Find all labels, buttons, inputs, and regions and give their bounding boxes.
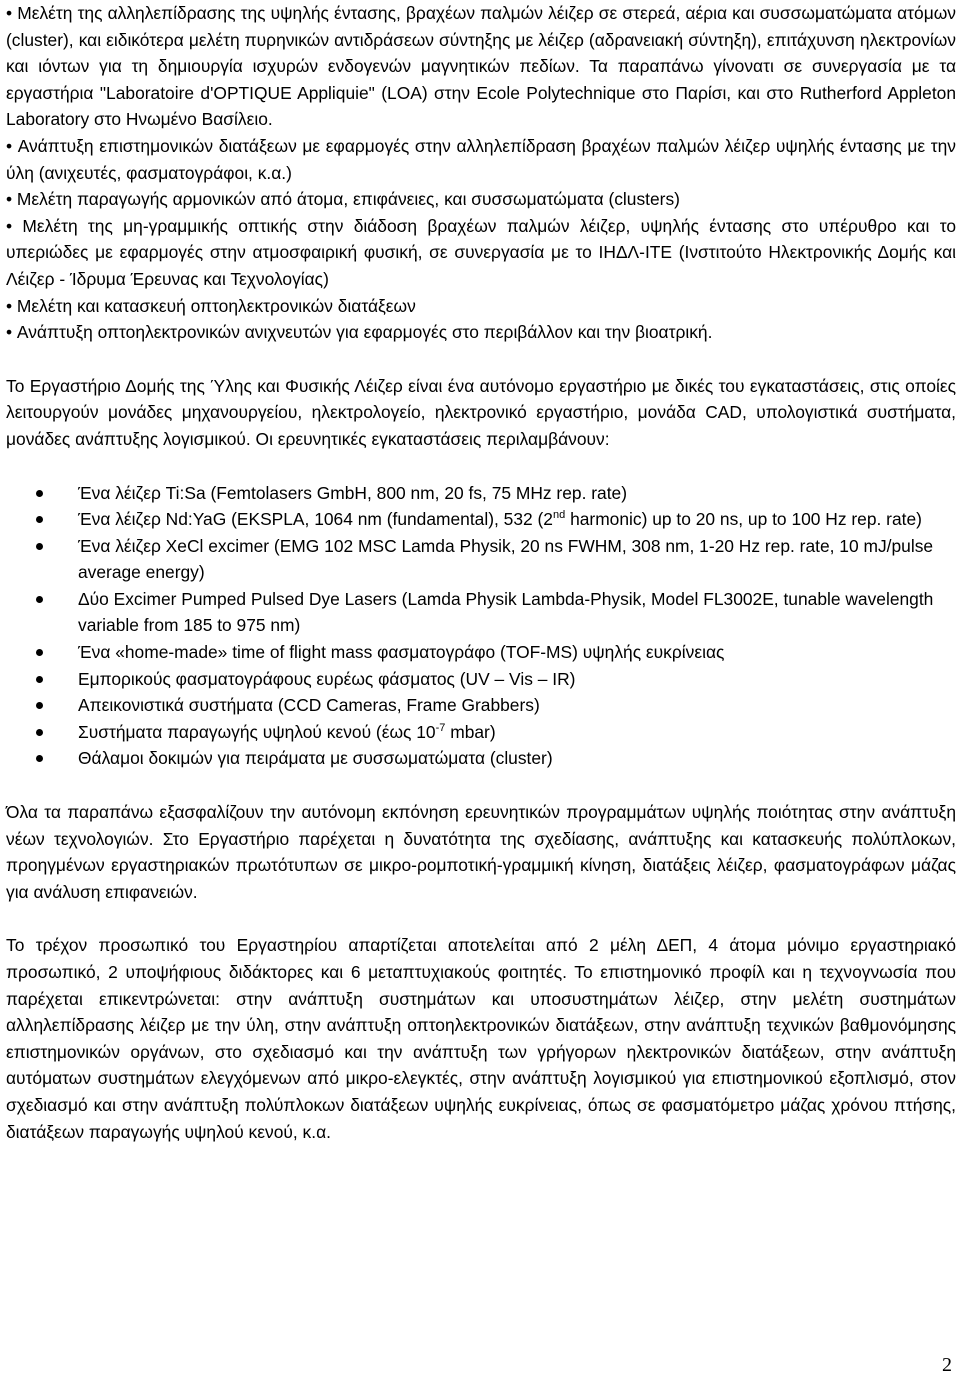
intro-bullet-optoelectronics: • Μελέτη και κατασκευή οπτοηλεκτρονικών διατάξεων [6,293,956,320]
equipment-item [6,480,956,507]
equipment-item-text: Ένα λέιζερ Nd:YaG (EKSPLA, 1064 nm (fundamental), 532 (2 [78,509,553,530]
intro-bullet-fusion: • Μελέτη της αλληλεπίδρασης της υψηλής έντασης, βραχέων παλμών λέιζερ σε στερεά, αέρια και συσσωματώματα ατόμων (cluster), και ειδικότερα μελέτη πυρηνικών αντιδράσεων σύντηξης με λέιζερ (αδρανειακή σύντηξη), επιτάχυνση ηλεκτρονίων και ιόντων για τη δημιουργία ισχυρών ενδογενών μαγνητικών πεδίων. Τα παραπάνω γίνονατι σε συνεργασία με τα εργαστήρια "Laboratoire d'OPTIQUE Appliquie" (LOA) στην Ecole Polytechnique στο Παρίσι, και στο Rutherford Appleton Laboratory στο Ηνωμένο Βασίλειο. [6,0,956,133]
equipment-item-text: Ένα λέιζερ XeCl excimer (EMG 102 MSC Lamda Physik, 20 ns FWHM, 308 nm, 1-20 Hz rep. rate, 10 mJ/pulse average energy) [78,535,934,583]
equipment-item-text: Συστήματα παραγωγής υψηλού κενού (έως 10 [78,721,436,742]
equipment-list [6,480,956,773]
superscript: nd [552,509,566,522]
equipment-item-text: Ένα λέιζερ Ti:Sa (Femtolasers GmbH, 800 nm, 20 fs, 75 MHz rep. rate) [78,482,627,503]
closing-paragraph-capabilities: Όλα τα παραπάνω εξασφαλίζουν την αυτόνομη εκπόνηση ερευνητικών προγραμμάτων υψηλής ποιότητας στην ανάπτυξη νέων τεχνολογιών. Στο Εργαστήριο παρέχεται η δυνατότητα της σχεδίασης, ανάπτυξης και κατασκευής πολύπλοκων, προηγμένων εργαστηριακών πρωτότυπων σε μικρο-ρομποτική-γραμμική κίνηση, διατάξεις λέιζερ, φασματογράφων μάζας για ανάλυση επιφανειών. [6,802,956,902]
spacer [6,346,956,373]
equipment-item-text: Ένα «home-made» time of flight mass φασματογράφο (TOF-MS) υψηλής ευκρίνειας [78,642,725,663]
document-page [6,0,956,1145]
equipment-item [6,506,956,533]
equipment-item-text: Δύο Excimer Pumped Pulsed Dye Lasers (Lamda Physik Lambda-Physik, Model FL3002E, tunable wavelength variable from 185 to 975 nm) [78,588,934,636]
intro-bullet-harmonics: • Μελέτη παραγωγής αρμονικών από άτομα, επιφάνειες, και συσσωματώματα (clusters) [6,186,956,213]
equipment-item-text: Απεικονιστικά συστήματα (CCD Cameras, Frame Grabbers) [78,695,540,716]
intro-bullet-detectors: • Ανάπτυξη οπτοηλεκτρονικών ανιχνευτών για εφαρμογές στο περιβάλλον και την βιοατρική. [6,319,956,346]
intro-bullet-nonlinear-optics: • Μελέτη της μη-γραμμικής οπτικής στην διάδοση βραχέων παλμών λέιζερ, υψηλής έντασης στο υπέρυθρο και το υπεριώδες με εφαρμογές στην ατμοσφαιρική φυσική, σε συνεργασία με το ΙΗΔΛ-ΙΤΕ (Ινστιτούτο Ηλεκτρονικής Δομής και Λέιζερ - Ίδρυμα Έρευνας και Τεχνολογίας) [6,213,956,293]
spacer [6,453,956,480]
equipment-item [6,533,956,586]
lab-description-paragraph: Το Εργαστήριο Δομής της Ύλης και Φυσικής Λέιζερ είναι ένα αυτόνομο εργαστήριο με δικές του εγκαταστάσεις, στις οποίες λειτουργούν μονάδες μηχανουργείου, ηλεκτρολογείο, ηλεκτρονικό εργαστήριο, μονάδα CAD, υπολογιστικά συστήματα, μονάδες ανάπτυξης λογισμικού. Οι ερευνητικές εγκαταστάσεις περιλαμβάνουν: [6,375,956,449]
equipment-item [6,586,956,639]
equipment-item [6,719,956,746]
equipment-item-text: Εμπορικούς φασματογράφους ευρέως φάσματος (UV – Vis – IR) [78,668,576,689]
spacer [6,772,956,799]
intro-bullet-instruments: • Ανάπτυξη επιστημονικών διατάξεων με εφαρμογές στην αλληλεπίδραση βραχέων παλμών λέιζερ υψηλής έντασης με την ύλη (ανιχευτές, φασματογράφοι, κ.α.) [6,133,956,186]
equipment-item [6,639,956,666]
equipment-item [6,692,956,719]
closing-paragraph-personnel: Το τρέχον προσωπικό του Εργαστηρίου απαρτίζεται αποτελείται από 2 μέλη ΔΕΠ, 4 άτομα μόνιμο εργαστηριακό προσωπικό, 2 υποψήφιους διδάκτορες και 6 μεταπτυχιακούς φοιτητές. Το επιστημονικό προφίλ και η τεχνογνωσία που παρέχεται επικεντρώνεται: στην ανάπτυξη συστημάτων και υποσυστημάτων λέιζερ, στην μελέτη συστημάτων αλληλεπίδρασης λέιζερ με την ύλη, στην ανάπτυξη οπτοηλεκτρονικών διατάξεων, στην ανάπτυξη τεχνικών βαθμονόμησης επιστημονικών οργάνων, στο σχεδιασμό και την ανάπτυξη των γρήγορων ηλεκτρονικών διατάξεων, στην ανάπτυξη αυτόματων συστημάτων ελεγχόμενων από μικρο-ελεγκτές, στην ανάπτυξη λογισμικού για επιστημονικού εξοπλισμό, στον σχεδιασμό και στην ανάπτυξη πολύπλοκων διατάξεων υψηλής ευκρίνειας, όπως σε φασματόμετρο μάζας χρόνου πτήσης, διατάξεων παραγωγής υψηλού κενού, κ.α. [6,935,956,1142]
equipment-item-text: harmonic) up to 20 ns, up to 100 Hz rep. rate) [565,509,922,530]
equipment-item-text: mbar) [445,721,496,742]
equipment-item-text: Θάλαμοι δοκιμών για πειράματα με συσσωματώματα (cluster) [78,748,553,769]
superscript: -7 [435,721,446,734]
spacer [6,905,956,932]
page-number: 2 [942,1354,952,1376]
equipment-item [6,666,956,693]
equipment-item [6,745,956,772]
